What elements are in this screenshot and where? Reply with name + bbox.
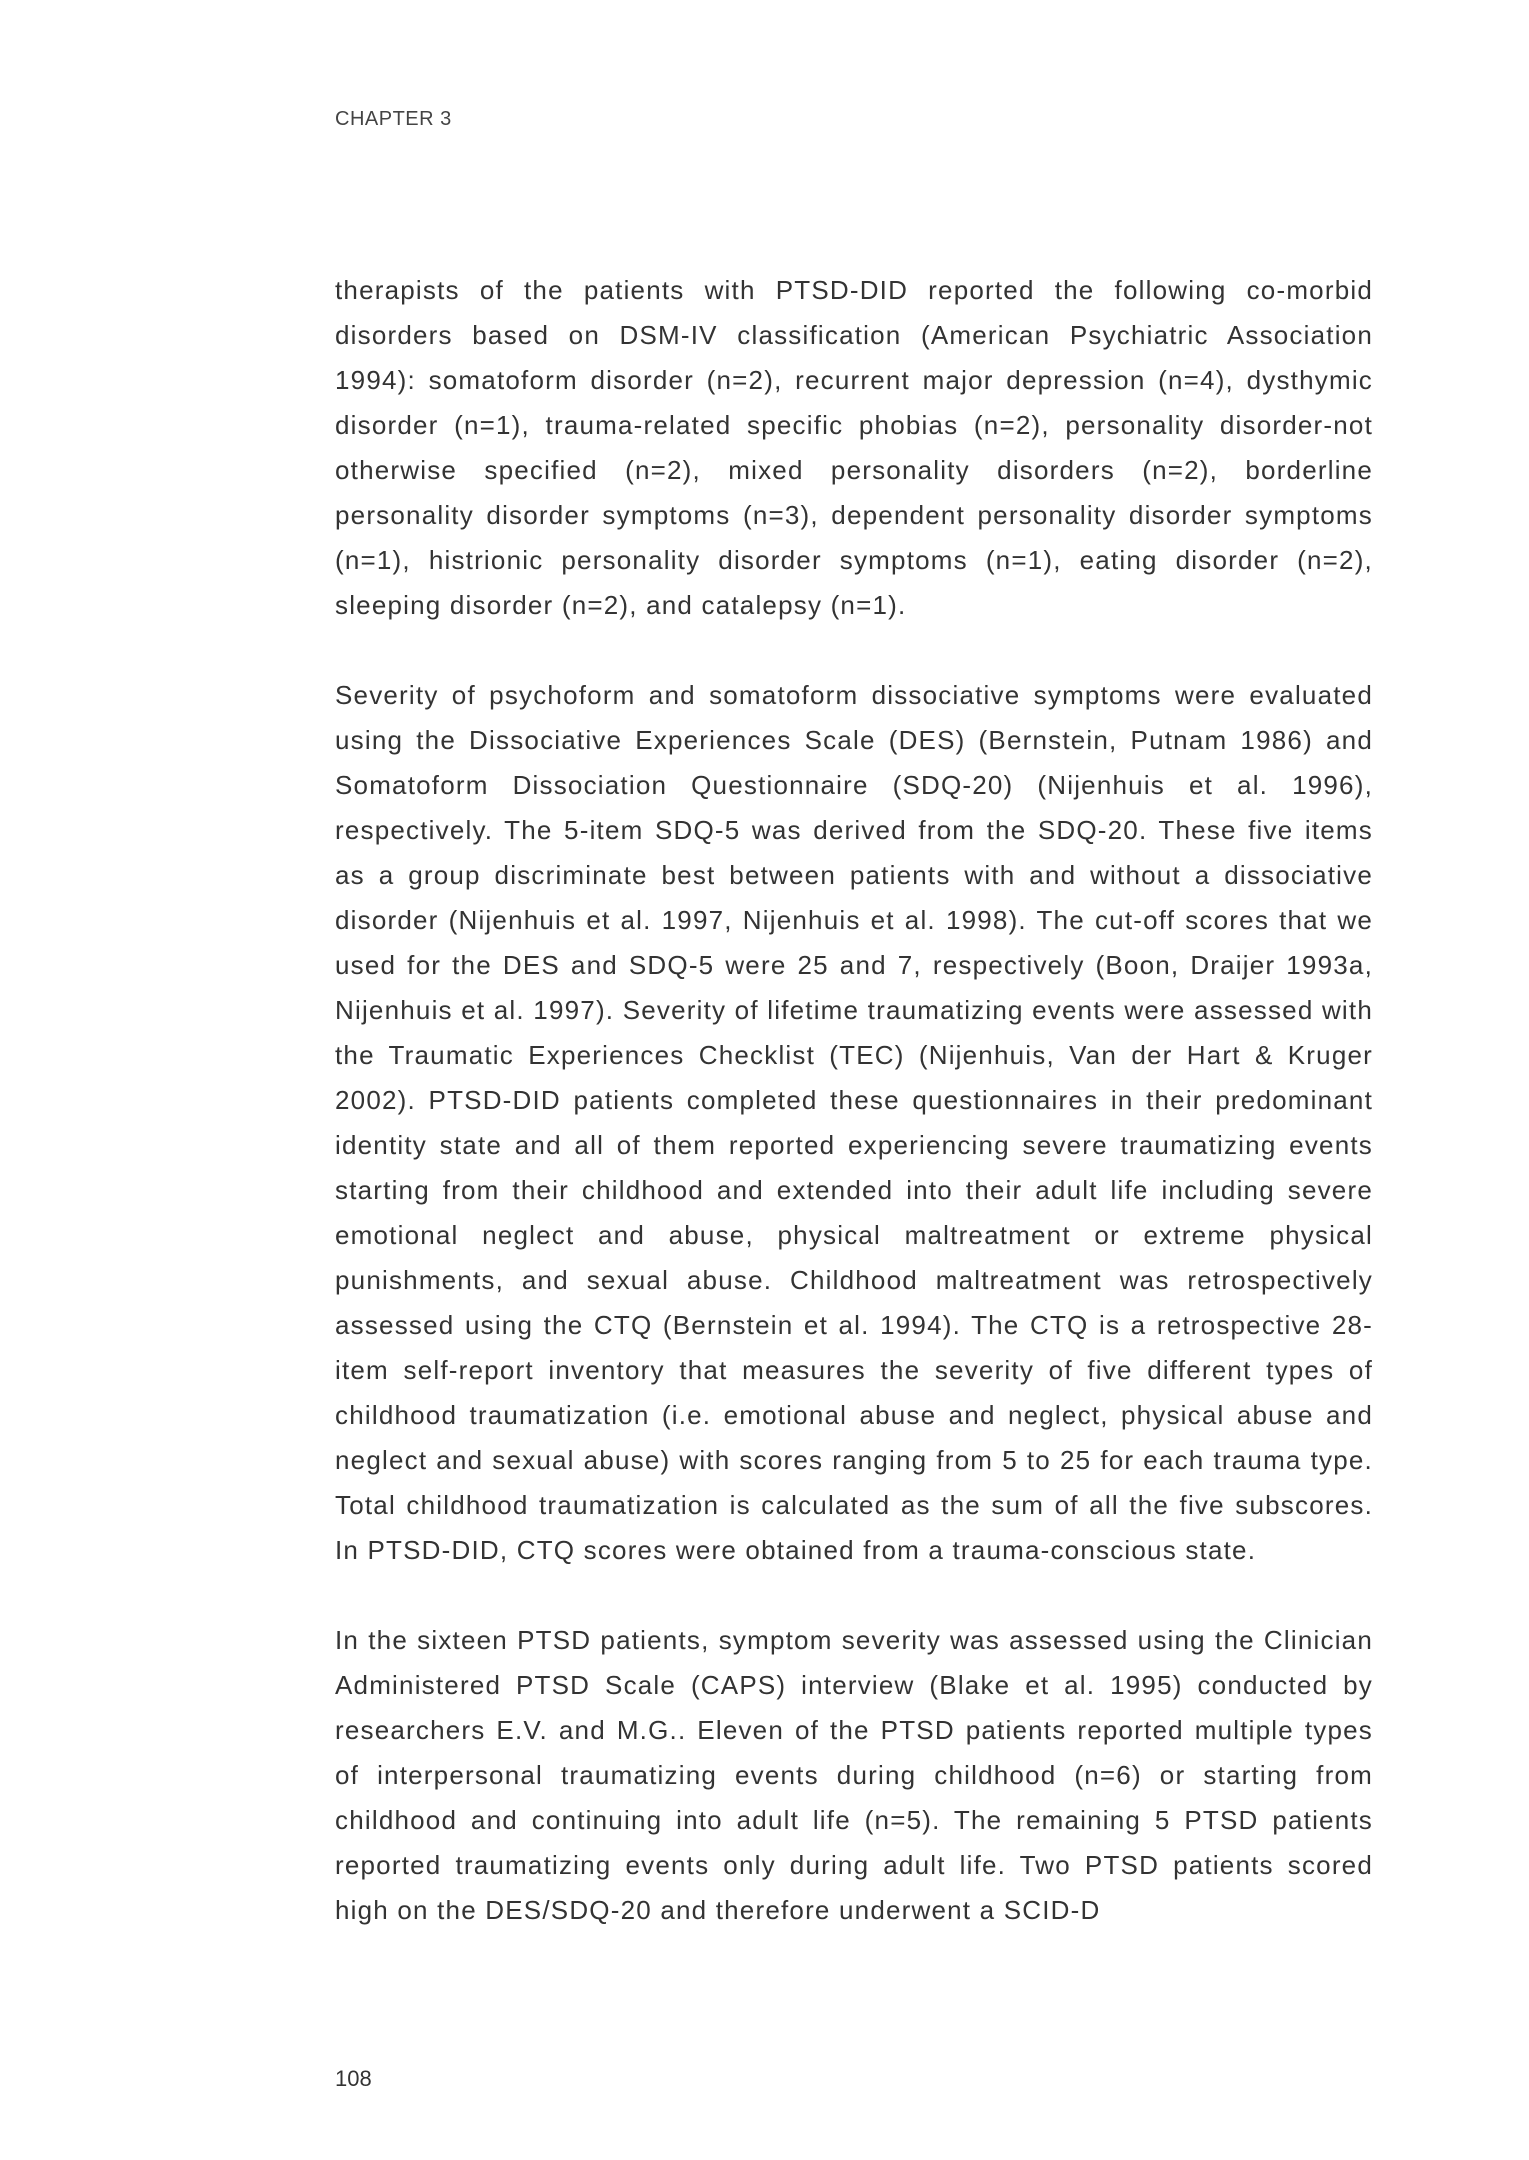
paragraph-ptsd-patients: In the sixteen PTSD patients, symptom severity was assessed using the Clinician Administered PTSD Scale (CAPS) interview (Blake et al. 1995) conducted by researchers E.V. and M.G.. Eleven of the PTSD patients reported multiple types of interpersonal traumatizing events during childhood (n=6) or starting from childhood and continuing into adult life (n=5). The remaining 5 PTSD patients reported traumatizing events only during adult life. Two PTSD patients scored high on the DES/SDQ-20 and therefore underwent a SCID-D (335, 1625, 1373, 1925)
page-number: 108 (335, 2066, 372, 2091)
paragraph-dissociative-severity: Severity of psychoform and somatoform dissociative symptoms were evaluated using the Dissociative Experiences Scale (DES) (Bernstein, Putnam 1986) and Somatoform Dissociation Questionnaire (SDQ-20) (Nijenhuis et al. 1996), respectively. The 5-item SDQ-5 was derived from the SDQ-20. These five items as a group discriminate best between patients with and without a dissociative disorder (Nijenhuis et al. 1997, Nijenhuis et al. 1998). The cut-off scores that we used for the DES and SDQ-5 were 25 and 7, respectively (Boon, Draijer 1993a, Nijenhuis et al. 1997). Severity of lifetime traumatizing events were assessed with the Traumatic Experiences Checklist (TEC) (Nijenhuis, Van der Hart & Kruger 2002). PTSD-DID patients completed these questionnaires in their predominant identity state and all of them reported experiencing severe traumatizing events starting from their childhood and extended into their adult life including severe emotional neglect and abuse, physical maltreatment or extreme physical punishments, and sexual abuse. Childhood maltreatment was retrospectively assessed using the CTQ (Bernstein et al. 1994). The CTQ is a retrospective 28-item self-report inventory that measures the severity of five different types of childhood traumatization (i.e. emotional abuse and neglect, physical abuse and neglect and sexual abuse) with scores ranging from 5 to 25 for each trauma type. Total childhood traumatization is calculated as the sum of all the five subscores. In PTSD-DID, CTQ scores were obtained from a trauma-conscious state. (335, 680, 1373, 1565)
paragraph-comorbid-disorders: therapists of the patients with PTSD-DID reported the following co-morbid disorders based on DSM-IV classification (American Psychiatric Association 1994): somatoform disorder (n=2), recurrent major depression (n=4), dysthymic disorder (n=1), trauma-related specific phobias (n=2), personality disorder-not otherwise specified (n=2), mixed personality disorders (n=2), borderline personality disorder symptoms (n=3), dependent personality disorder symptoms (n=1), histrionic personality disorder symptoms (n=1), eating disorder (n=2), sleeping disorder (n=2), and catalepsy (n=1). (335, 275, 1373, 620)
running-head: CHAPTER 3 (335, 108, 452, 130)
body-text (335, 268, 1373, 1978)
